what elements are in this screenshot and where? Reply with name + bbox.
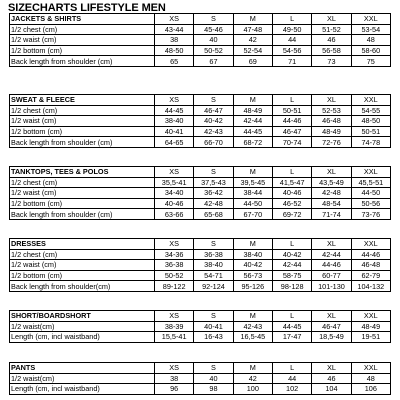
row-label: 1/2 waist (cm) bbox=[10, 35, 155, 46]
size-column-header: XL bbox=[312, 14, 351, 25]
size-column-header: M bbox=[233, 239, 272, 250]
measurement-cell: 50-56 bbox=[351, 198, 390, 209]
measurement-cell: 40-46 bbox=[155, 198, 194, 209]
measurement-cell: 42-48 bbox=[194, 198, 233, 209]
table-row bbox=[10, 270, 391, 281]
measurement-cell: 42-44 bbox=[272, 260, 311, 271]
table-header-row bbox=[10, 311, 391, 322]
row-label: 1/2 chest (cm) bbox=[10, 249, 155, 260]
measurement-cell: 40-41 bbox=[194, 321, 233, 332]
measurement-cell: 42 bbox=[233, 35, 272, 46]
measurement-cell: 44-50 bbox=[351, 188, 390, 199]
measurement-cell: 46-47 bbox=[272, 126, 311, 137]
size-column-header: S bbox=[194, 167, 233, 178]
measurement-cell: 44-45 bbox=[272, 321, 311, 332]
table-row bbox=[10, 321, 391, 332]
measurement-cell: 67-70 bbox=[233, 209, 272, 220]
size-table bbox=[9, 13, 391, 67]
measurement-cell: 66-70 bbox=[194, 137, 233, 148]
table-header-row bbox=[10, 14, 391, 25]
measurement-cell: 40 bbox=[194, 373, 233, 384]
size-column-header: XL bbox=[312, 363, 351, 374]
measurement-cell: 46 bbox=[312, 35, 351, 46]
measurement-cell: 38-40 bbox=[233, 249, 272, 260]
measurement-cell: 44-46 bbox=[272, 116, 311, 127]
page-title: SIZECHARTS LIFESTYLE MEN bbox=[8, 2, 166, 14]
size-column-header: XS bbox=[155, 363, 194, 374]
table-row bbox=[10, 188, 391, 199]
size-column-header: L bbox=[272, 14, 311, 25]
measurement-cell: 48-50 bbox=[155, 45, 194, 56]
measurement-cell: 44 bbox=[272, 373, 311, 384]
size-column-header: L bbox=[272, 167, 311, 178]
size-table bbox=[9, 94, 391, 148]
measurement-cell: 46-47 bbox=[194, 105, 233, 116]
measurement-cell: 42-44 bbox=[312, 249, 351, 260]
table-row bbox=[10, 45, 391, 56]
table-row bbox=[10, 137, 391, 148]
table-row bbox=[10, 56, 391, 67]
size-column-header: XS bbox=[155, 167, 194, 178]
measurement-cell: 40-42 bbox=[194, 116, 233, 127]
row-label: Back length from shoulder(cm) bbox=[10, 281, 155, 292]
measurement-cell: 44-46 bbox=[312, 260, 351, 271]
measurement-cell: 63-66 bbox=[155, 209, 194, 220]
table-row bbox=[10, 384, 391, 395]
table-heading: PANTS bbox=[10, 363, 155, 374]
measurement-cell: 15,5-41 bbox=[155, 332, 194, 343]
measurement-cell: 104 bbox=[312, 384, 351, 395]
size-table bbox=[9, 238, 391, 292]
row-label: 1/2 bottom (cm) bbox=[10, 126, 155, 137]
measurement-cell: 60-77 bbox=[312, 270, 351, 281]
measurement-cell: 44-45 bbox=[155, 105, 194, 116]
measurement-cell: 46-47 bbox=[312, 321, 351, 332]
measurement-cell: 35,5-41 bbox=[155, 177, 194, 188]
size-column-header: XXL bbox=[351, 167, 390, 178]
measurement-cell: 74-78 bbox=[351, 137, 390, 148]
table-row bbox=[10, 126, 391, 137]
table-row bbox=[10, 177, 391, 188]
measurement-cell: 71 bbox=[272, 56, 311, 67]
measurement-cell: 44-46 bbox=[351, 249, 390, 260]
row-label: 1/2 chest (cm) bbox=[10, 24, 155, 35]
row-label: 1/2 chest (cm) bbox=[10, 105, 155, 116]
measurement-cell: 37,5-43 bbox=[194, 177, 233, 188]
measurement-cell: 52-54 bbox=[233, 45, 272, 56]
table-row bbox=[10, 281, 391, 292]
size-table bbox=[9, 166, 391, 220]
measurement-cell: 42 bbox=[233, 373, 272, 384]
size-column-header: XXL bbox=[351, 95, 390, 106]
size-column-header: XL bbox=[312, 95, 351, 106]
measurement-cell: 102 bbox=[272, 384, 311, 395]
measurement-cell: 106 bbox=[351, 384, 390, 395]
size-column-header: M bbox=[233, 14, 272, 25]
measurement-cell: 58-60 bbox=[351, 45, 390, 56]
measurement-cell: 46 bbox=[312, 373, 351, 384]
measurement-cell: 38-39 bbox=[155, 321, 194, 332]
measurement-cell: 69 bbox=[233, 56, 272, 67]
measurement-cell: 71-74 bbox=[312, 209, 351, 220]
measurement-cell: 48-49 bbox=[312, 126, 351, 137]
measurement-cell: 73-76 bbox=[351, 209, 390, 220]
measurement-cell: 95-126 bbox=[233, 281, 272, 292]
table-row bbox=[10, 373, 391, 384]
size-column-header: XXL bbox=[351, 14, 390, 25]
measurement-cell: 49-50 bbox=[272, 24, 311, 35]
size-column-header: S bbox=[194, 239, 233, 250]
measurement-cell: 54-71 bbox=[194, 270, 233, 281]
measurement-cell: 34-36 bbox=[155, 249, 194, 260]
measurement-cell: 38 bbox=[155, 373, 194, 384]
size-column-header: L bbox=[272, 311, 311, 322]
table-row bbox=[10, 198, 391, 209]
measurement-cell: 68-72 bbox=[233, 137, 272, 148]
table-heading: JACKETS & SHIRTS bbox=[10, 14, 155, 25]
table-header-row bbox=[10, 239, 391, 250]
measurement-cell: 38 bbox=[155, 35, 194, 46]
measurement-cell: 48-49 bbox=[351, 321, 390, 332]
measurement-cell: 48-54 bbox=[312, 198, 351, 209]
measurement-cell: 40-42 bbox=[233, 260, 272, 271]
measurement-cell: 46-48 bbox=[351, 260, 390, 271]
size-column-header: S bbox=[194, 14, 233, 25]
row-label: 1/2 bottom (cm) bbox=[10, 198, 155, 209]
row-label: 1/2 waist(cm) bbox=[10, 373, 155, 384]
measurement-cell: 45-46 bbox=[194, 24, 233, 35]
measurement-cell: 67 bbox=[194, 56, 233, 67]
size-column-header: S bbox=[194, 311, 233, 322]
measurement-cell: 38-44 bbox=[233, 188, 272, 199]
measurement-cell: 16,5-45 bbox=[233, 332, 272, 343]
size-column-header: XXL bbox=[351, 363, 390, 374]
measurement-cell: 48-49 bbox=[233, 105, 272, 116]
measurement-cell: 65 bbox=[155, 56, 194, 67]
measurement-cell: 92-124 bbox=[194, 281, 233, 292]
size-column-header: XXL bbox=[351, 311, 390, 322]
measurement-cell: 43,5-49 bbox=[312, 177, 351, 188]
measurement-cell: 98-128 bbox=[272, 281, 311, 292]
measurement-cell: 40-41 bbox=[155, 126, 194, 137]
measurement-cell: 42-43 bbox=[194, 126, 233, 137]
size-column-header: XL bbox=[312, 239, 351, 250]
measurement-cell: 38-40 bbox=[194, 260, 233, 271]
measurement-cell: 34-40 bbox=[155, 188, 194, 199]
row-label: 1/2 bottom (cm) bbox=[10, 270, 155, 281]
row-label: 1/2 chest (cm) bbox=[10, 177, 155, 188]
row-label: 1/2 waist (cm) bbox=[10, 188, 155, 199]
measurement-cell: 19-51 bbox=[351, 332, 390, 343]
size-table bbox=[9, 310, 391, 343]
size-column-header: XS bbox=[155, 239, 194, 250]
measurement-cell: 53-54 bbox=[351, 24, 390, 35]
size-column-header: XL bbox=[312, 167, 351, 178]
row-label: Length (cm, incl waistband) bbox=[10, 384, 155, 395]
measurement-cell: 64-65 bbox=[155, 137, 194, 148]
measurement-cell: 36-42 bbox=[194, 188, 233, 199]
measurement-cell: 100 bbox=[233, 384, 272, 395]
measurement-cell: 42-43 bbox=[233, 321, 272, 332]
measurement-cell: 50-52 bbox=[155, 270, 194, 281]
measurement-cell: 40 bbox=[194, 35, 233, 46]
measurement-cell: 65-68 bbox=[194, 209, 233, 220]
measurement-cell: 56-58 bbox=[312, 45, 351, 56]
row-label: Length (cm, incl waistband) bbox=[10, 332, 155, 343]
size-column-header: XS bbox=[155, 311, 194, 322]
measurement-cell: 36-38 bbox=[194, 249, 233, 260]
measurement-cell: 72-76 bbox=[312, 137, 351, 148]
row-label: Back length from shoulder (cm) bbox=[10, 137, 155, 148]
row-label: 1/2 bottom (cm) bbox=[10, 45, 155, 56]
measurement-cell: 42-44 bbox=[233, 116, 272, 127]
table-row bbox=[10, 249, 391, 260]
row-label: Back length from shoulder (cm) bbox=[10, 209, 155, 220]
measurement-cell: 43-44 bbox=[155, 24, 194, 35]
measurement-cell: 40-42 bbox=[272, 249, 311, 260]
measurement-cell: 56-73 bbox=[233, 270, 272, 281]
table-row bbox=[10, 260, 391, 271]
row-label: 1/2 waist (cm) bbox=[10, 260, 155, 271]
measurement-cell: 75 bbox=[351, 56, 390, 67]
measurement-cell: 16-43 bbox=[194, 332, 233, 343]
size-column-header: L bbox=[272, 239, 311, 250]
measurement-cell: 98 bbox=[194, 384, 233, 395]
table-row bbox=[10, 35, 391, 46]
measurement-cell: 39,5-45 bbox=[233, 177, 272, 188]
size-column-header: XXL bbox=[351, 239, 390, 250]
row-label: Back length from shoulder (cm) bbox=[10, 56, 155, 67]
measurement-cell: 42-48 bbox=[312, 188, 351, 199]
table-heading: DRESSES bbox=[10, 239, 155, 250]
measurement-cell: 54-55 bbox=[351, 105, 390, 116]
measurement-cell: 18,5-49 bbox=[312, 332, 351, 343]
measurement-cell: 40-46 bbox=[272, 188, 311, 199]
measurement-cell: 17-47 bbox=[272, 332, 311, 343]
measurement-cell: 46-48 bbox=[312, 116, 351, 127]
table-header-row bbox=[10, 95, 391, 106]
table-row bbox=[10, 209, 391, 220]
measurement-cell: 101-130 bbox=[312, 281, 351, 292]
measurement-cell: 48-50 bbox=[351, 116, 390, 127]
measurement-cell: 50-52 bbox=[194, 45, 233, 56]
measurement-cell: 52-53 bbox=[312, 105, 351, 116]
measurement-cell: 62-79 bbox=[351, 270, 390, 281]
table-heading: TANKTOPS, TEES & POLOS bbox=[10, 167, 155, 178]
size-column-header: XL bbox=[312, 311, 351, 322]
size-table bbox=[9, 362, 391, 395]
table-row bbox=[10, 24, 391, 35]
measurement-cell: 41,5-47 bbox=[272, 177, 311, 188]
measurement-cell: 46-52 bbox=[272, 198, 311, 209]
table-row bbox=[10, 105, 391, 116]
measurement-cell: 50-51 bbox=[272, 105, 311, 116]
size-column-header: M bbox=[233, 311, 272, 322]
measurement-cell: 44 bbox=[272, 35, 311, 46]
measurement-cell: 58-75 bbox=[272, 270, 311, 281]
table-row bbox=[10, 332, 391, 343]
measurement-cell: 104-132 bbox=[351, 281, 390, 292]
table-heading: SWEAT & FLEECE bbox=[10, 95, 155, 106]
measurement-cell: 50-51 bbox=[351, 126, 390, 137]
measurement-cell: 73 bbox=[312, 56, 351, 67]
table-header-row bbox=[10, 363, 391, 374]
measurement-cell: 36-38 bbox=[155, 260, 194, 271]
measurement-cell: 45,5-51 bbox=[351, 177, 390, 188]
size-column-header: L bbox=[272, 363, 311, 374]
measurement-cell: 89-122 bbox=[155, 281, 194, 292]
size-column-header: S bbox=[194, 363, 233, 374]
size-column-header: XS bbox=[155, 95, 194, 106]
measurement-cell: 48 bbox=[351, 35, 390, 46]
measurement-cell: 54-56 bbox=[272, 45, 311, 56]
table-header-row bbox=[10, 167, 391, 178]
size-column-header: M bbox=[233, 95, 272, 106]
measurement-cell: 38-40 bbox=[155, 116, 194, 127]
measurement-cell: 44-50 bbox=[233, 198, 272, 209]
measurement-cell: 47-48 bbox=[233, 24, 272, 35]
measurement-cell: 44-45 bbox=[233, 126, 272, 137]
measurement-cell: 70-74 bbox=[272, 137, 311, 148]
size-column-header: XS bbox=[155, 14, 194, 25]
size-column-header: L bbox=[272, 95, 311, 106]
measurement-cell: 48 bbox=[351, 373, 390, 384]
row-label: 1/2 waist(cm) bbox=[10, 321, 155, 332]
measurement-cell: 69-72 bbox=[272, 209, 311, 220]
size-column-header: M bbox=[233, 167, 272, 178]
measurement-cell: 96 bbox=[155, 384, 194, 395]
row-label: 1/2 waist (cm) bbox=[10, 116, 155, 127]
table-row bbox=[10, 116, 391, 127]
size-column-header: S bbox=[194, 95, 233, 106]
table-heading: SHORT/BOARDSHORT bbox=[10, 311, 155, 322]
size-column-header: M bbox=[233, 363, 272, 374]
measurement-cell: 51-52 bbox=[312, 24, 351, 35]
